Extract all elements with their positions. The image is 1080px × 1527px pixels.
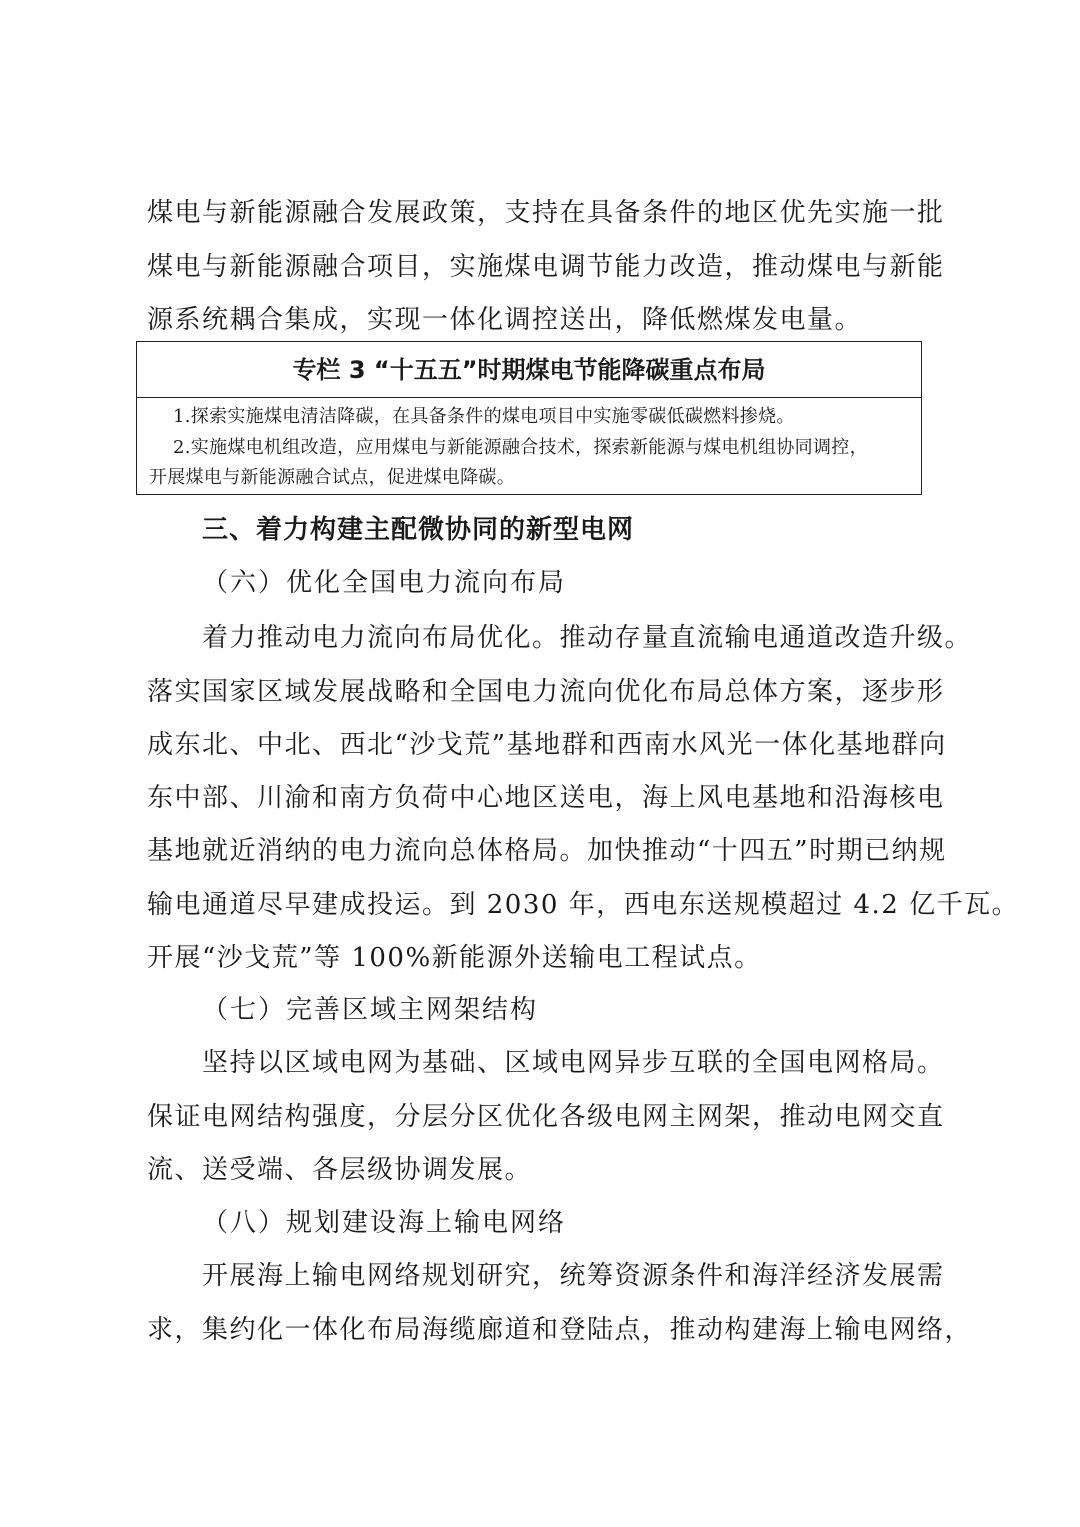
paragraph-line: 煤电与新能源融合项目，实施煤电调节能力改造，推动煤电与新能 — [147, 252, 945, 282]
paragraph-line: 保证电网结构强度，分层分区优化各级电网主网架，推动电网交直 — [147, 1102, 945, 1132]
column-box-item: 开展煤电与新能源融合试点，促进煤电降碳。 — [149, 467, 515, 488]
paragraph-line: 落实国家区域发展战略和全国电力流向优化布局总体方案，逐步形 — [147, 677, 945, 707]
paragraph-line: 输电通道尽早建成投运。到 2030 年，西电东送规模超过 4.2 亿千瓦。 — [147, 890, 1020, 920]
column-box-item: 1.探索实施煤电清洁降碳，在具备条件的煤电项目中实施零碳低碳燃料掺烧。 — [173, 406, 795, 427]
paragraph-line: 开展“沙戈荒”等 100%新能源外送输电工程试点。 — [147, 943, 762, 973]
paragraph-line: 源系统耦合集成，实现一体化调控送出，降低燃煤发电量。 — [147, 305, 863, 335]
subsection-heading: （六）优化全国电力流向布局 — [202, 568, 567, 598]
subsection-heading: （七）完善区域主网架结构 — [202, 995, 539, 1025]
paragraph-line: 求，集约化一体化布局海缆廊道和登陆点，推动构建海上输电网络， — [147, 1315, 973, 1345]
paragraph-line: 坚持以区域电网为基础、区域电网异步互联的全国电网格局。 — [202, 1048, 945, 1078]
paragraph-line: 开展海上输电网络规划研究，统筹资源条件和海洋经济发展需 — [202, 1261, 945, 1291]
column-box-item: 2.实施煤电机组改造，应用煤电与新能源融合技术，探索新能源与煤电机组协同调控， — [173, 437, 868, 458]
paragraph-line: 成东北、中北、西北“沙戈荒”基地群和西南水风光一体化基地群向 — [147, 730, 947, 760]
subsection-heading: （八）规划建设海上输电网络 — [202, 1208, 567, 1238]
section-heading: 三、着力构建主配微协同的新型电网 — [202, 515, 635, 545]
paragraph-line: 着力推动电力流向布局优化。推动存量直流输电通道改造升级。 — [202, 623, 973, 653]
paragraph-line: 基地就近消纳的电力流向总体格局。加快推动“十四五”时期已纳规 — [147, 836, 947, 866]
paragraph-line: 东中部、川渝和南方负荷中心地区送电，海上风电基地和沿海核电 — [147, 783, 945, 813]
column-box-title: 专栏 3 “十五五”时期煤电节能降碳重点布局 — [137, 342, 921, 398]
paragraph-line: 煤电与新能源融合发展政策，支持在具备条件的地区优先实施一批 — [147, 198, 945, 228]
paragraph-line: 流、送受端、各层级协调发展。 — [147, 1155, 533, 1185]
column-box — [136, 341, 922, 495]
